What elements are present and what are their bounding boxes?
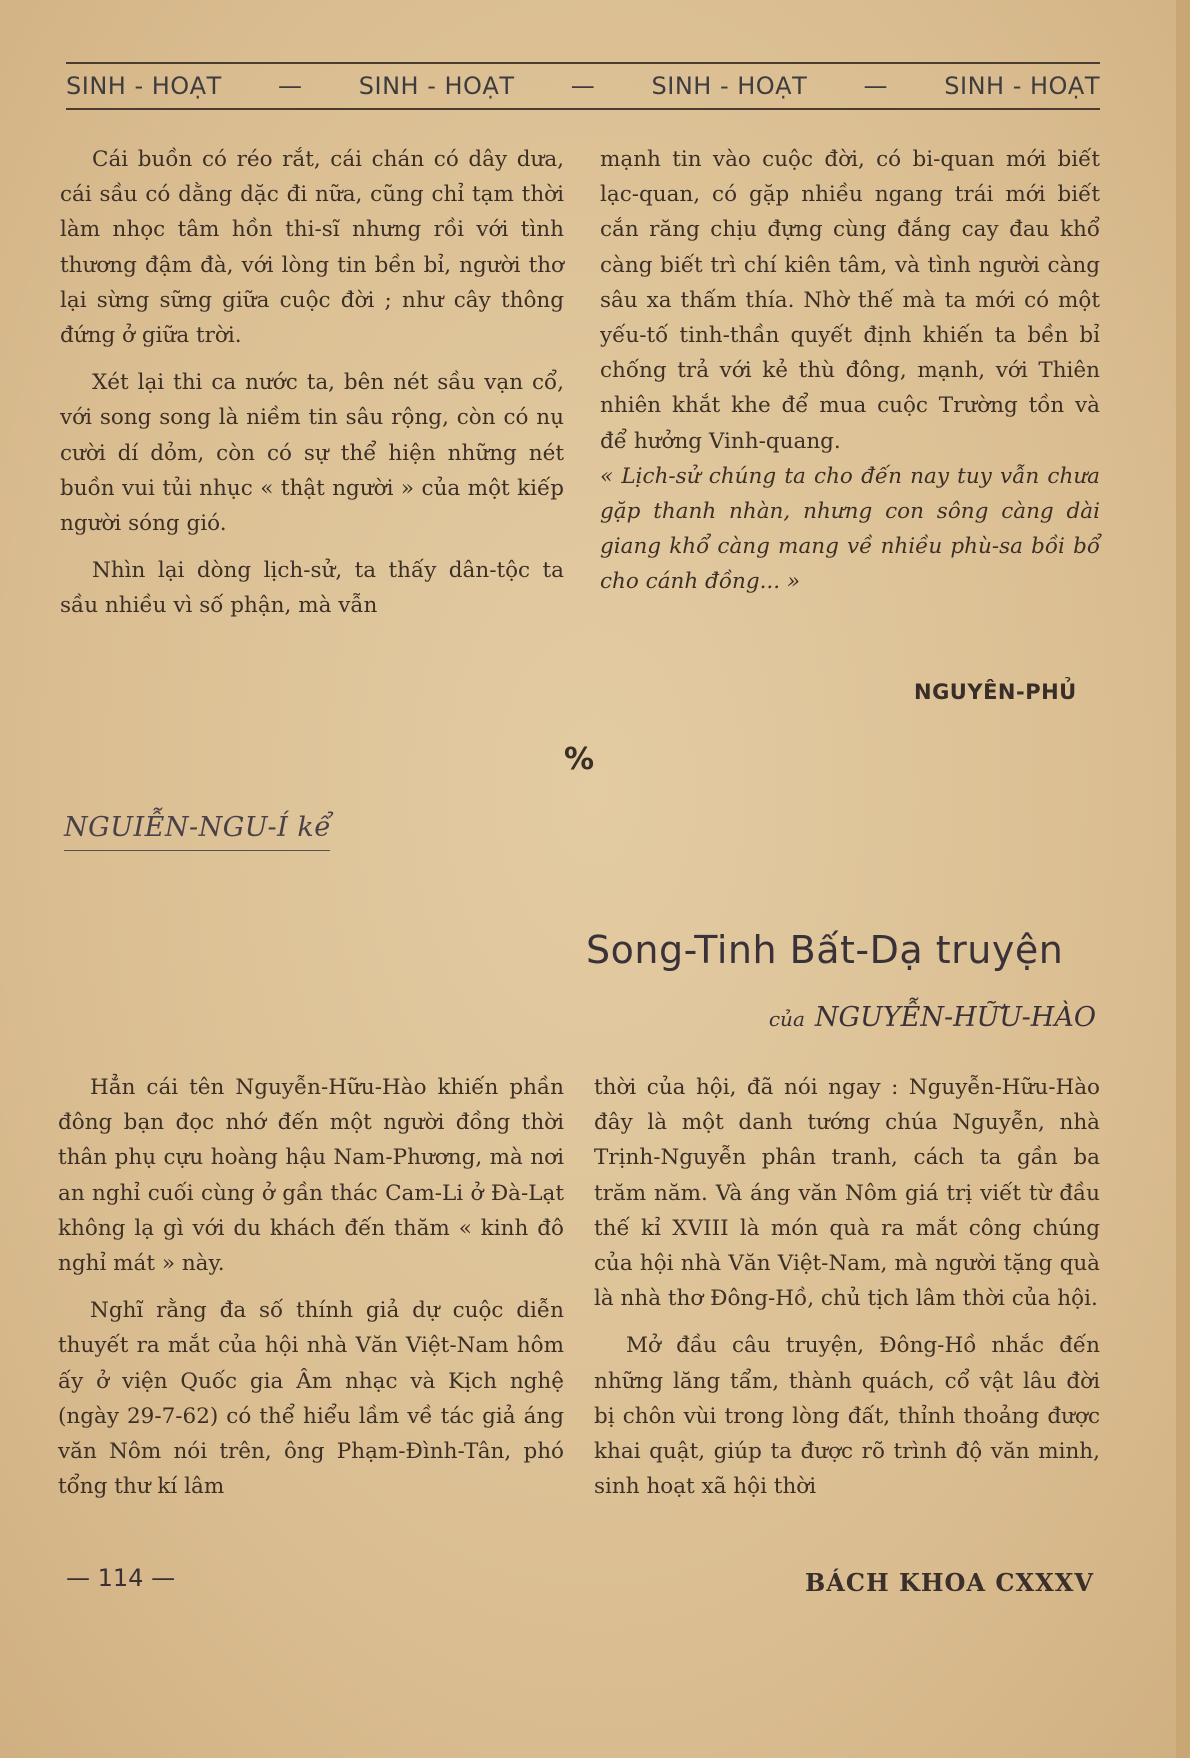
paragraph: Cái buồn có réo rắt, cái chán có dây dưa, cái sầu có dằng dặc đi nữa, cũng chỉ tạm thời làm nhọc tâm hồn thi-sĩ nhưng rồi với tình thương đậm đà, với lòng tin bền bỉ, người thơ lại sừng sững giữa cuộc đời ; như cây thông đứng ở giữa trời.: [60, 147, 564, 349]
running-head-dash: —: [278, 72, 303, 100]
header-rule-top: [66, 62, 1100, 64]
quote: « Lịch-sử chúng ta cho đến nay tuy vẫn chưa gặp thanh nhàn, nhưng con sông càng dài giang khổ càng mang về nhiều phù-sa bồi bổ cho cánh đồng... »: [600, 463, 1100, 595]
running-head-item: SINH - HOẠT: [358, 72, 515, 100]
page-number: — 114 —: [66, 1564, 176, 1592]
section-label: NGUIỄN-NGU-Í kể: [64, 812, 332, 843]
running-head-item: SINH - HOẠT: [944, 72, 1100, 100]
running-head-dash: —: [570, 72, 596, 100]
paragraph: thời của hội, đã nói ngay : Nguyễn-Hữu-Hào đây là một danh tướng chúa Nguyễn, nhà Trịnh-Nguyễn phân tranh, cách ta gần ba trăm năm. Và áng văn Nôm giá trị viết từ đầu thế kỉ XVIII là món quà ra mắt công chúng của hội nhà Văn Việt-Nam, mà người tặng quà là nhà thơ Đông-Hồ, chủ tịch lâm thời của hội.: [594, 1075, 1100, 1312]
running-head-dash: —: [863, 72, 888, 100]
paragraph: Nghĩ rằng đa số thính giả dự cuộc diễn thuyết ra mắt của hội nhà Văn Việt-Nam hôm ấy ở viện Quốc gia Âm nhạc và Kịch nghệ (ngày 29-7-62) có thể hiểu lầm về tác giả áng văn Nôm nói trên, ông Phạm-Đình-Tân, phó tổng thư kí lâm: [58, 1298, 564, 1500]
story-left-column: [58, 1070, 564, 1504]
byline-author: NGUYỄN-HỮU-HÀO: [814, 1002, 1096, 1033]
story-right-column: [594, 1070, 1100, 1504]
page-edge: [1176, 0, 1190, 1758]
article1-left-column: [60, 142, 564, 624]
running-head-item: SINH - HOẠT: [66, 72, 222, 100]
article1-signature: NGUYÊN-PHỦ: [914, 680, 1077, 704]
paragraph: Mở đầu câu truyện, Đông-Hồ nhắc đến những lăng tẩm, thành quách, cổ vật lâu đời bị chôn vùi trong lòng đất, thỉnh thoảng được khai quật, giúp ta được rõ trình độ văn minh, sinh hoạt xã hội thời: [594, 1333, 1100, 1500]
paragraph: Hẳn cái tên Nguyễn-Hữu-Hào khiến phần đông bạn đọc nhớ đến một người đồng thời thân phụ cựu hoàng hậu Nam-Phương, mà nơi an nghỉ cuối cùng ở gần thác Cam-Li ở Đà-Lạt không lạ gì với du khách đến thăm « kinh đô nghỉ mát » này.: [58, 1075, 564, 1277]
header-rule-bottom: [66, 108, 1100, 110]
story-title: Song-Tinh Bất-Dạ truyện: [586, 928, 1064, 972]
section-label-underline: [64, 850, 330, 851]
byline-prefix: của: [768, 1007, 805, 1031]
paragraph: mạnh tin vào cuộc đời, có bi-quan mới biết lạc-quan, có gặp nhiều ngang trái mới biết cắn răng chịu đựng cùng đắng cay đau khổ càng biết trì chí kiên tâm, và tình người càng sâu xa thấm thía. Nhờ thế mà ta mới có một yếu-tố tinh-thần quyết định khiến ta bền bỉ chống trả với kẻ thù đông, mạnh, với Thiên nhiên khắt khe để mua cuộc Trường tồn và để hưởng Vinh-quang.: [600, 147, 1100, 454]
running-head-item: SINH - HOẠT: [651, 72, 808, 100]
running-head: [66, 68, 1100, 104]
story-byline: [769, 1002, 1096, 1033]
magazine-issue: BÁCH KHOA CXXXV: [804, 1568, 1094, 1597]
article1-right-column: [600, 142, 1100, 600]
paragraph: Xét lại thi ca nước ta, bên nét sầu vạn cổ, với song song là niềm tin sâu rộng, còn có nụ cười dí dỏm, còn có sự thể hiện những nét buồn vui tủi nhục « thật người » của một kiếp người sóng gió.: [60, 370, 564, 537]
paragraph: Nhìn lại dòng lịch-sử, ta thấy dân-tộc ta sầu nhiều vì số phận, mà vẫn: [60, 558, 564, 619]
section-ornament: %: [564, 742, 589, 777]
